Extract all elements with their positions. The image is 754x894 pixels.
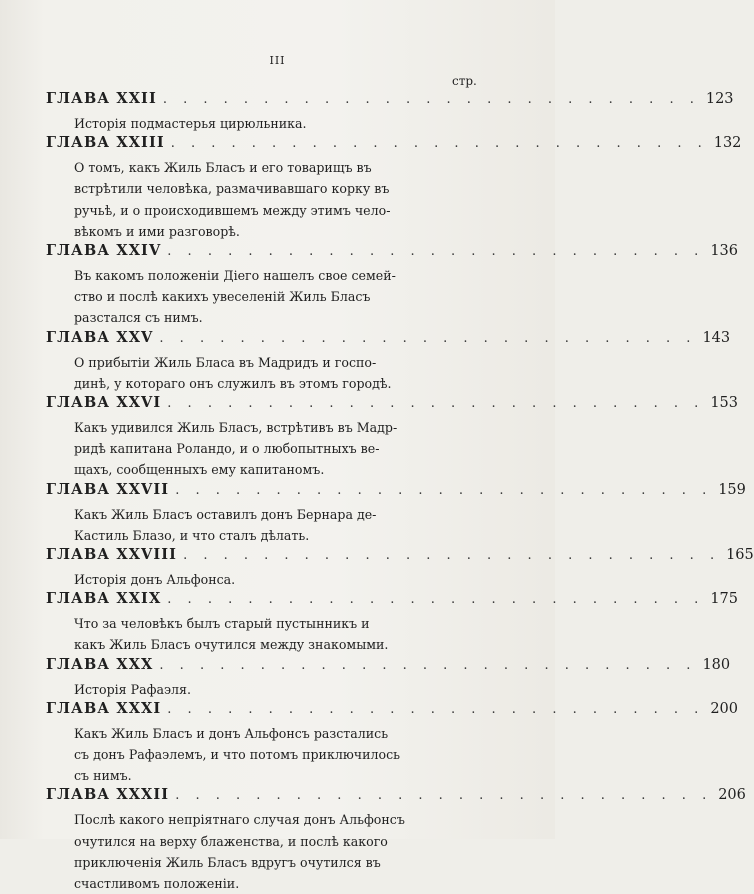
summary-line: Что за человѣкъ былъ старый пустынникъ и xyxy=(74,616,370,632)
chapter-page-number: 165 xyxy=(726,547,754,564)
chapter-page-number: 143 xyxy=(702,329,731,346)
page-folio: III xyxy=(269,54,286,67)
toc-entry xyxy=(46,394,738,481)
toc-entry xyxy=(46,655,731,700)
toc-entry xyxy=(46,786,746,894)
summary-line: ручьѣ, и о происходившемъ между этимъ чело- xyxy=(74,202,391,218)
chapter-page-number: 200 xyxy=(710,700,738,717)
chapter-heading xyxy=(46,134,742,157)
toc-entry xyxy=(46,546,754,590)
chapter-summary xyxy=(74,809,458,894)
toc-entry xyxy=(46,90,734,134)
chapter-heading xyxy=(46,655,731,679)
chapter-heading xyxy=(46,699,738,723)
chapter-summary xyxy=(74,157,458,242)
chapter-title: ГЛАВА XXIX xyxy=(46,590,162,608)
chapter-title: ГЛАВА XXVIII xyxy=(46,546,178,564)
summary-line: съ донъ Рафаэлемъ, и что потомъ приключилось xyxy=(74,747,400,763)
chapter-title: ГЛАВА XXVI xyxy=(46,394,162,412)
chapter-page-number: 132 xyxy=(713,135,742,152)
dot-leader: . . . . . . . . . . . . . . . . . . . . . . . . . . . xyxy=(162,92,700,107)
chapter-title: ГЛАВА XXIV xyxy=(46,242,162,260)
chapter-summary xyxy=(74,417,458,481)
toc-entry xyxy=(46,328,731,394)
table-of-contents xyxy=(46,90,754,894)
chapter-summary xyxy=(74,723,458,787)
chapter-summary xyxy=(74,569,458,590)
summary-line: Исторія подмастерья цирюльника. xyxy=(74,116,307,131)
dot-leader: . . . . . . . . . . . . . . . . . . . . . . . . . . . xyxy=(170,136,708,152)
chapter-title: ГЛАВА XXXI xyxy=(46,699,162,717)
summary-line: ридѣ капитана Роландо, и о любопытныхъ ве- xyxy=(74,441,380,457)
dot-leader: . . . . . . . . . . . . . . . . . . . . . . . . . . . xyxy=(175,788,713,804)
summary-line: динѣ, у котораго онъ служилъ въ этомъ городѣ. xyxy=(74,375,392,391)
summary-line: О томъ, какъ Жиль Бласъ и его товарищъ въ xyxy=(74,160,372,176)
dot-leader: . . . . . . . . . . . . . . . . . . . . . . . . . . . xyxy=(167,592,705,608)
chapter-page-number: 180 xyxy=(702,656,731,673)
summary-line: съ нимъ. xyxy=(74,768,132,784)
chapter-heading xyxy=(46,590,738,613)
chapter-heading xyxy=(46,394,738,417)
toc-entry xyxy=(46,134,742,242)
chapter-heading xyxy=(46,480,746,504)
chapter-title: ГЛАВА XXV xyxy=(46,328,154,346)
chapter-title: ГЛАВА XXIII xyxy=(46,134,165,152)
summary-line: Исторія Рафаэля. xyxy=(74,681,191,697)
chapter-summary xyxy=(74,265,458,329)
chapter-summary xyxy=(74,504,458,546)
summary-line: разстался съ нимъ. xyxy=(74,310,203,326)
chapter-page-number: 153 xyxy=(710,395,738,412)
dot-leader: . . . . . . . . . . . . . . . . . . . . . . . . . . . xyxy=(175,482,713,498)
page-column-label: стр. xyxy=(452,74,477,88)
summary-line: Какъ Жиль Бласъ и донъ Альфонсъ разстались xyxy=(74,725,389,741)
chapter-page-number: 123 xyxy=(705,91,734,107)
toc-entry xyxy=(46,699,738,787)
summary-line: Послѣ какого непріятнаго случая донъ Альфонсъ xyxy=(74,812,405,828)
summary-line: щахъ, сообщенныхъ ему капитаномъ. xyxy=(74,462,325,478)
dot-leader: . . . . . . . . . . . . . . . . . . . . . . . . . . . xyxy=(167,396,705,412)
dot-leader: . . . . . . . . . . . . . . . . . . . . . . . . . . . xyxy=(167,701,705,717)
chapter-heading xyxy=(46,242,738,265)
chapter-page-number: 175 xyxy=(710,591,738,608)
summary-line: приключенія Жиль Бласъ вдругъ очутился въ xyxy=(74,854,381,870)
dot-leader: . . . . . . . . . . . . . . . . . . . . . . . . . . . xyxy=(159,657,697,673)
chapter-page-number: 159 xyxy=(718,481,746,498)
summary-line: какъ Жиль Бласъ очутился между знакомыми. xyxy=(74,637,389,653)
chapter-summary xyxy=(74,352,458,394)
chapter-title: ГЛАВА XXXII xyxy=(46,786,170,804)
chapter-title: ГЛАВА XXX xyxy=(46,655,154,673)
chapter-heading xyxy=(46,90,734,113)
summary-line: счастливомъ положеніи. xyxy=(74,876,240,892)
summary-line: Исторія донъ Альфонса. xyxy=(74,572,236,588)
summary-line: Какъ Жиль Бласъ оставилъ донъ Бернара де- xyxy=(74,506,377,522)
summary-line: встрѣтили человѣка, размачивавшаго корку въ xyxy=(74,181,390,197)
chapter-summary xyxy=(74,613,458,655)
toc-entry xyxy=(46,242,738,329)
chapter-heading xyxy=(46,546,754,569)
summary-line: вѣкомъ и ими разговорѣ. xyxy=(74,223,240,239)
chapter-title: ГЛАВА XXII xyxy=(46,90,157,107)
summary-line: О прибытіи Жиль Бласа въ Мадридъ и госпо- xyxy=(74,354,377,370)
dot-leader: . . . . . . . . . . . . . . . . . . . . . . . . . . . xyxy=(183,548,721,564)
summary-line: ство и послѣ какихъ увеселеній Жиль Бласъ xyxy=(74,289,371,305)
chapter-summary xyxy=(74,679,458,700)
chapter-page-number: 136 xyxy=(710,243,738,260)
chapter-heading xyxy=(46,328,731,352)
dot-leader: . . . . . . . . . . . . . . . . . . . . . . . . . . . xyxy=(167,244,705,260)
summary-line: очутился на верху блаженства, и послѣ какого xyxy=(74,833,388,849)
toc-entry xyxy=(46,590,738,655)
chapter-summary xyxy=(74,113,458,134)
chapter-title: ГЛАВА XXVII xyxy=(46,480,170,498)
summary-line: Кастиль Блазо, и что сталъ дѣлать. xyxy=(74,527,310,543)
chapter-page-number: 206 xyxy=(718,787,746,804)
summary-line: Въ какомъ положеніи Діего нашелъ свое семей- xyxy=(74,268,396,284)
dot-leader: . . . . . . . . . . . . . . . . . . . . . . . . . . . xyxy=(159,330,697,346)
chapter-heading xyxy=(46,786,746,809)
toc-entry xyxy=(46,480,746,546)
summary-line: Какъ удивился Жиль Бласъ, встрѣтивъ въ Мадр- xyxy=(74,420,398,436)
